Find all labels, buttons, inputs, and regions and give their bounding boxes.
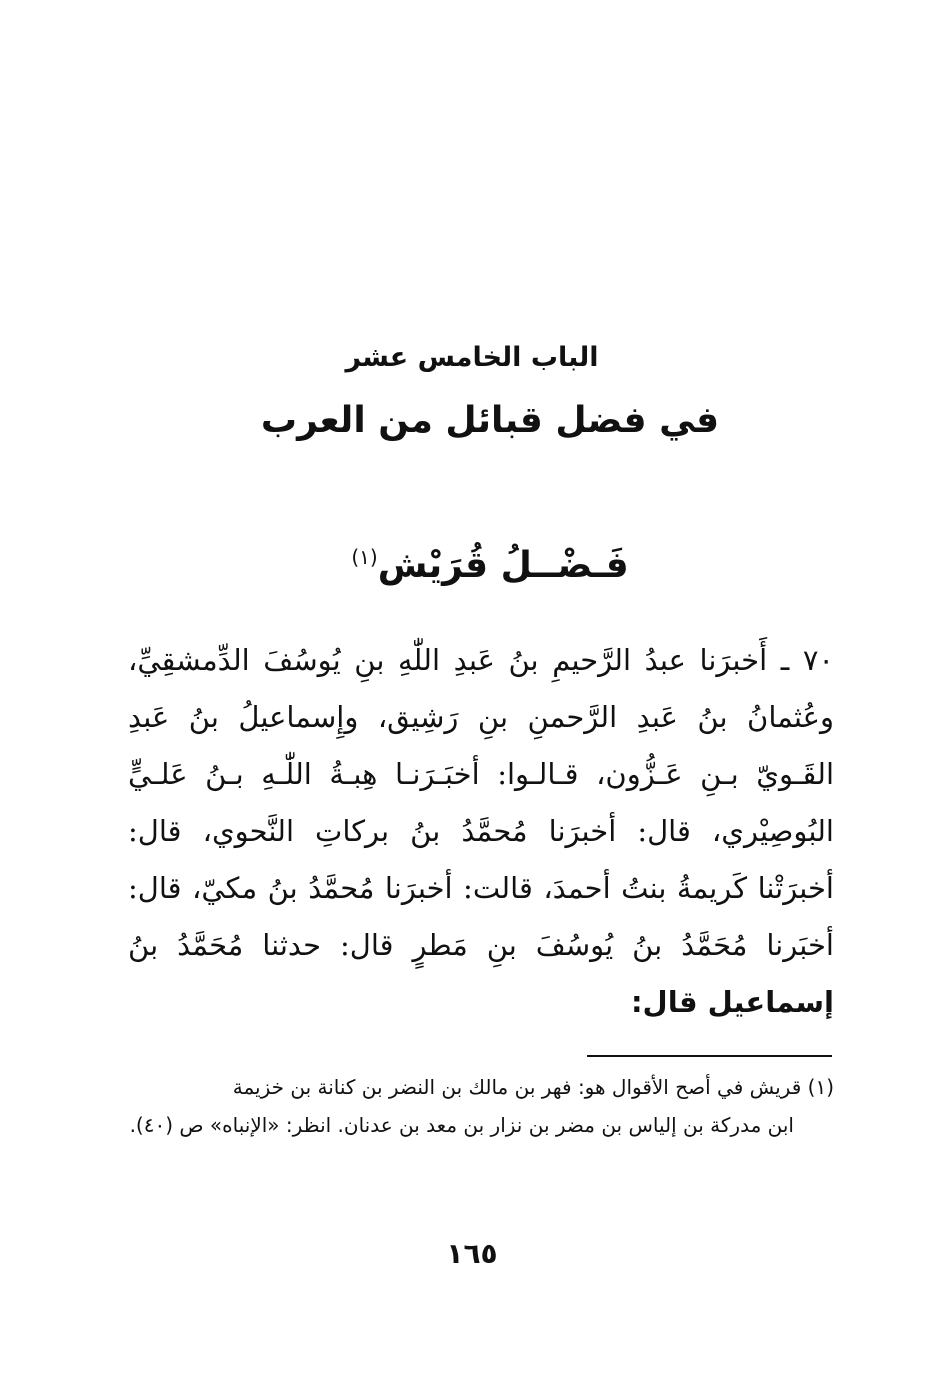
chapter-title: في فضل قبائل من العرب	[260, 400, 720, 441]
footnote-continuation: ابن مدركة بن إلياس بن مضر بن نزار بن معد بن عدنان. انظر: «الإنباه» ص (٤٠).	[129, 1113, 794, 1137]
section-heading	[0, 530, 944, 593]
section-heading-text: فَـضْــلُ قُرَيْش	[377, 545, 629, 586]
paragraph-text: ٧٠ ـ أَخبرَنا عبدُ الرَّحيمِ بنُ عَبدِ اللّٰهِ بنِ يُوسُفَ الدِّمشقِيِّ، وعُثمانُ بنُ عَبدِ الرَّحمنِ بنِ رَشِيق، وإِسماعيلُ بنُ عَبدِ القَـويّ بـنِ عَـزُّون، قـالـوا: أخبَـرَنـا هِبـةُ اللّٰـهِ بـنُ عَلـيٍّ البُوصِيْري، قال: أخبرَنا مُحمَّدُ بنُ بركاتِ النَّحوي، قال: أخبرَتْنا كَريمةُ بنتُ أحمدَ، قالت: أخبرَنا مُحمَّدُ بنُ مكيّ، قال: أخبَرنا مُحَمَّدُ بنُ يُوسُفَ بنِ مَطرٍ قال: حدثنا مُحَمَّدُ بنُ	[128, 643, 834, 962]
footnote-divider	[587, 1055, 832, 1057]
footnote-reference: (١)	[351, 545, 378, 569]
footnote-line-1: (١) قريش في أصح الأقوال هو: فهر بن مالك بن النضر بن كنانة بن خزيمة	[232, 1075, 834, 1099]
paragraph-final-line: إسماعيل قال:	[630, 985, 834, 1019]
footnote	[128, 1068, 834, 1144]
chapter-label: الباب الخامس عشر	[345, 342, 599, 373]
page-number: ١٦٥	[446, 1237, 498, 1270]
hadith-paragraph	[128, 632, 834, 1031]
